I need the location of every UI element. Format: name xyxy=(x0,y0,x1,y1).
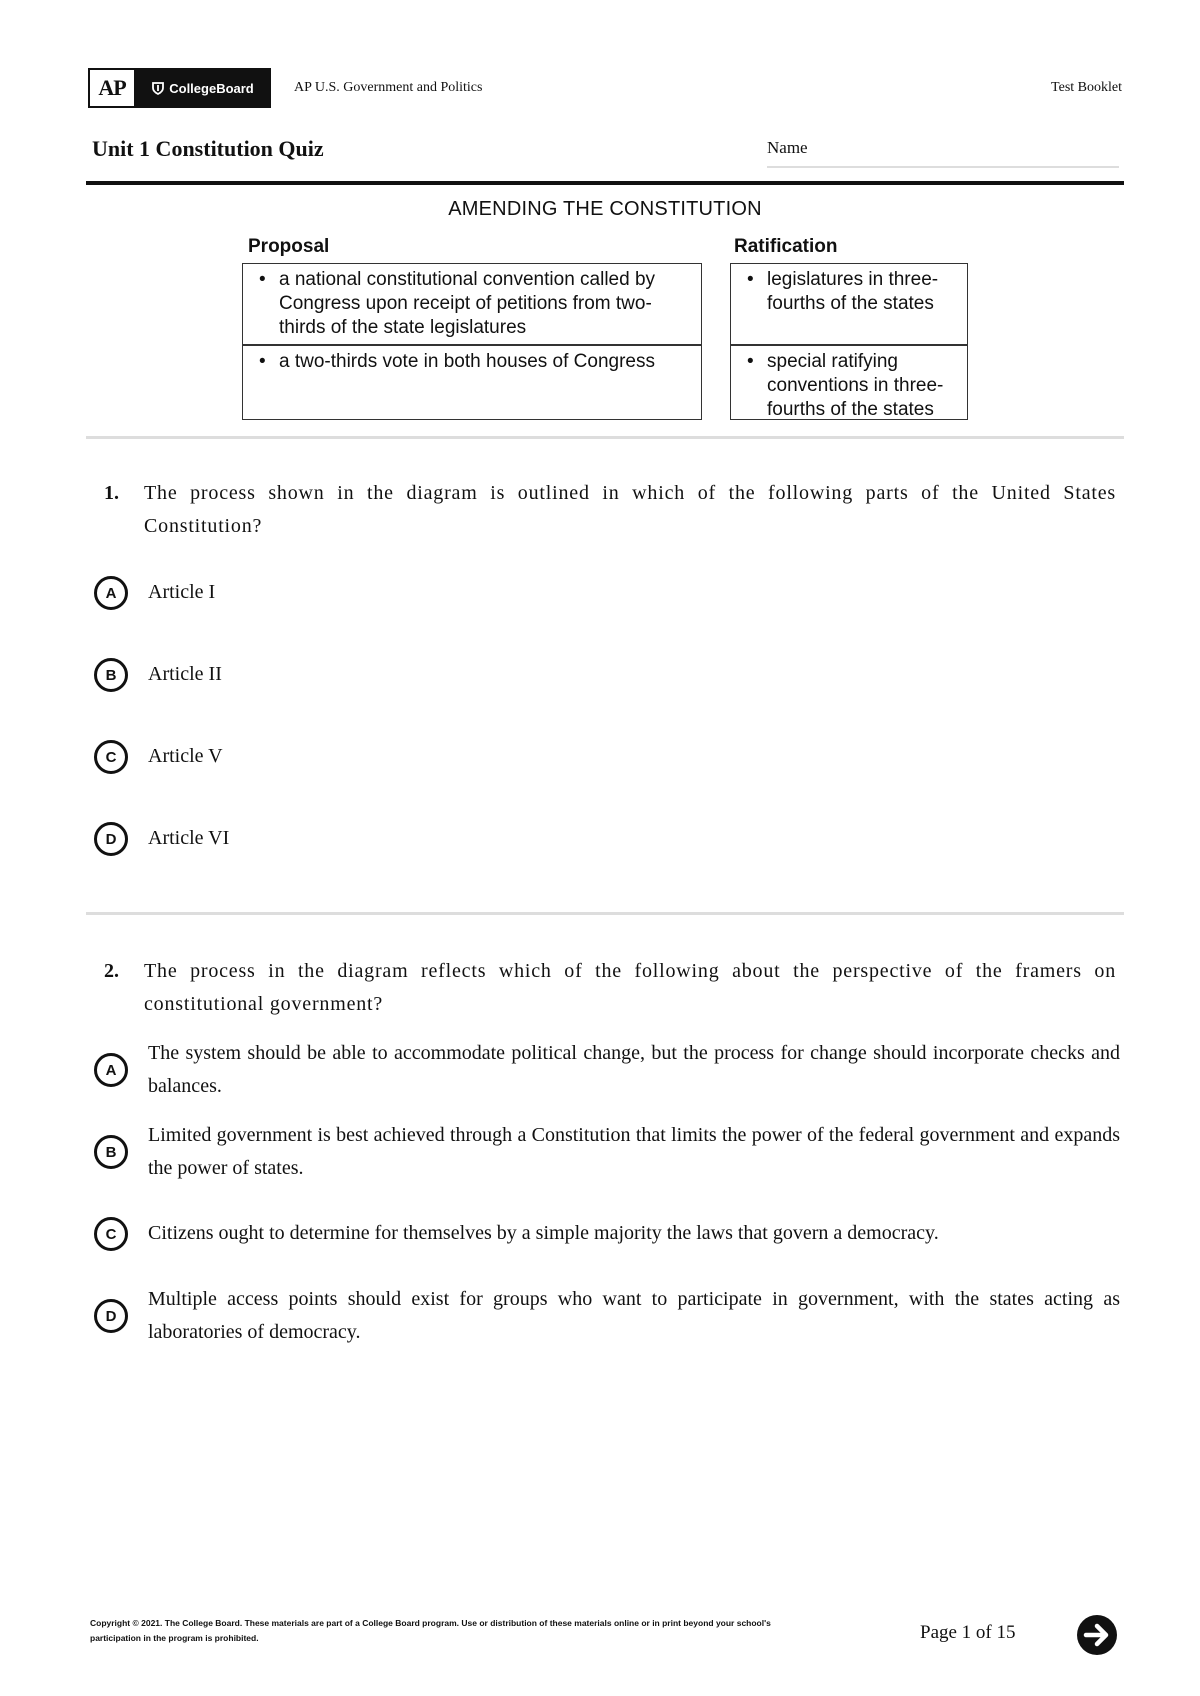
bullet: • xyxy=(747,351,754,372)
section-divider xyxy=(86,436,1124,439)
q2-option-d[interactable] xyxy=(94,1283,1120,1349)
header-divider xyxy=(86,181,1124,185)
option-text: Multiple access points should exist for groups who want to participate in government, with the states acting as laboratories of democracy. xyxy=(148,1288,1120,1343)
proposal-box xyxy=(242,263,702,420)
proposal-item xyxy=(243,264,701,342)
proposal-item-text: a national constitutional convention called by Congress upon receipt of petitions from two-thirds of the state legislatures xyxy=(279,269,656,338)
q1-option-a[interactable] xyxy=(94,576,1120,609)
q2-option-c[interactable] xyxy=(94,1217,1120,1250)
q2-option-a[interactable] xyxy=(94,1037,1120,1103)
page-number: Page 1 of 15 xyxy=(920,1622,1016,1643)
option-text: Article II xyxy=(148,663,222,685)
diagram-title: AMENDING THE CONSTITUTION xyxy=(448,198,762,220)
ap-college-board-logo xyxy=(88,68,271,108)
question-number: 2. xyxy=(104,960,119,982)
ratification-box xyxy=(730,263,968,420)
amending-constitution-diagram xyxy=(240,196,970,422)
ratification-item-text: special ratifying conventions in three-fourths of the states xyxy=(767,351,944,420)
question-1 xyxy=(104,477,1116,543)
ratification-item-text: legislatures in three-fourths of the states xyxy=(767,269,939,314)
name-field[interactable] xyxy=(767,166,1119,168)
question-text: The process in the diagram reflects which of the following about the perspective of the framers on constitutional government? xyxy=(144,960,1116,1015)
page-header xyxy=(88,68,1122,108)
answer-bubble-c[interactable]: C xyxy=(94,740,128,774)
proposal-heading: Proposal xyxy=(248,236,330,257)
college-board-wordmark xyxy=(136,70,269,106)
college-board-text: CollegeBoard xyxy=(169,80,254,96)
q1-option-c[interactable] xyxy=(94,740,1120,773)
bullet: • xyxy=(747,269,754,290)
ratification-item xyxy=(731,264,967,342)
answer-bubble-a[interactable]: A xyxy=(94,1053,128,1087)
answer-bubble-c[interactable]: C xyxy=(94,1217,128,1251)
proposal-item-text: a two-thirds vote in both houses of Congress xyxy=(279,351,655,372)
answer-bubble-b[interactable]: B xyxy=(94,1135,128,1169)
question-number: 1. xyxy=(104,482,119,504)
option-text: Article VI xyxy=(148,827,230,849)
option-text: Limited government is best achieved through a Constitution that limits the power of the federal government and expands the power of states. xyxy=(148,1124,1120,1179)
bullet: • xyxy=(259,269,266,290)
proposal-item xyxy=(243,346,701,374)
ap-logo-text: AP xyxy=(90,70,136,106)
option-text: Article V xyxy=(148,745,223,767)
option-text: Citizens ought to determine for themselves by a simple majority the laws that govern a democracy. xyxy=(148,1222,939,1244)
section-divider xyxy=(86,912,1124,915)
question-2 xyxy=(104,955,1116,1021)
option-text: Article I xyxy=(148,581,216,603)
next-page-arrow-icon[interactable] xyxy=(1076,1614,1118,1656)
bullet: • xyxy=(259,351,266,372)
quiz-title: Unit 1 Constitution Quiz xyxy=(92,136,324,161)
answer-bubble-b[interactable]: B xyxy=(94,658,128,692)
ratification-item xyxy=(731,346,967,422)
copyright-notice: Copyright © 2021. The College Board. These materials are part of a College Board program. Use or distribution of these materials online or in print beyond your school's participation in the program is prohibited. xyxy=(90,1618,771,1643)
answer-bubble-d[interactable]: D xyxy=(94,822,128,856)
answer-bubble-a[interactable]: A xyxy=(94,576,128,610)
q1-option-d[interactable] xyxy=(94,822,1120,855)
answer-bubble-d[interactable]: D xyxy=(94,1299,128,1333)
ratification-heading: Ratification xyxy=(734,236,838,257)
question-text: The process shown in the diagram is outlined in which of the following parts of the United States Constitution? xyxy=(144,482,1116,537)
acorn-shield-icon xyxy=(151,81,165,95)
name-label: Name xyxy=(767,138,808,157)
q2-option-b[interactable] xyxy=(94,1119,1120,1185)
option-text: The system should be able to accommodate political change, but the process for change should incorporate checks and balances. xyxy=(148,1042,1120,1097)
q1-option-b[interactable] xyxy=(94,658,1120,691)
booklet-label: Test Booklet xyxy=(1051,80,1122,95)
course-name: AP U.S. Government and Politics xyxy=(294,80,483,95)
